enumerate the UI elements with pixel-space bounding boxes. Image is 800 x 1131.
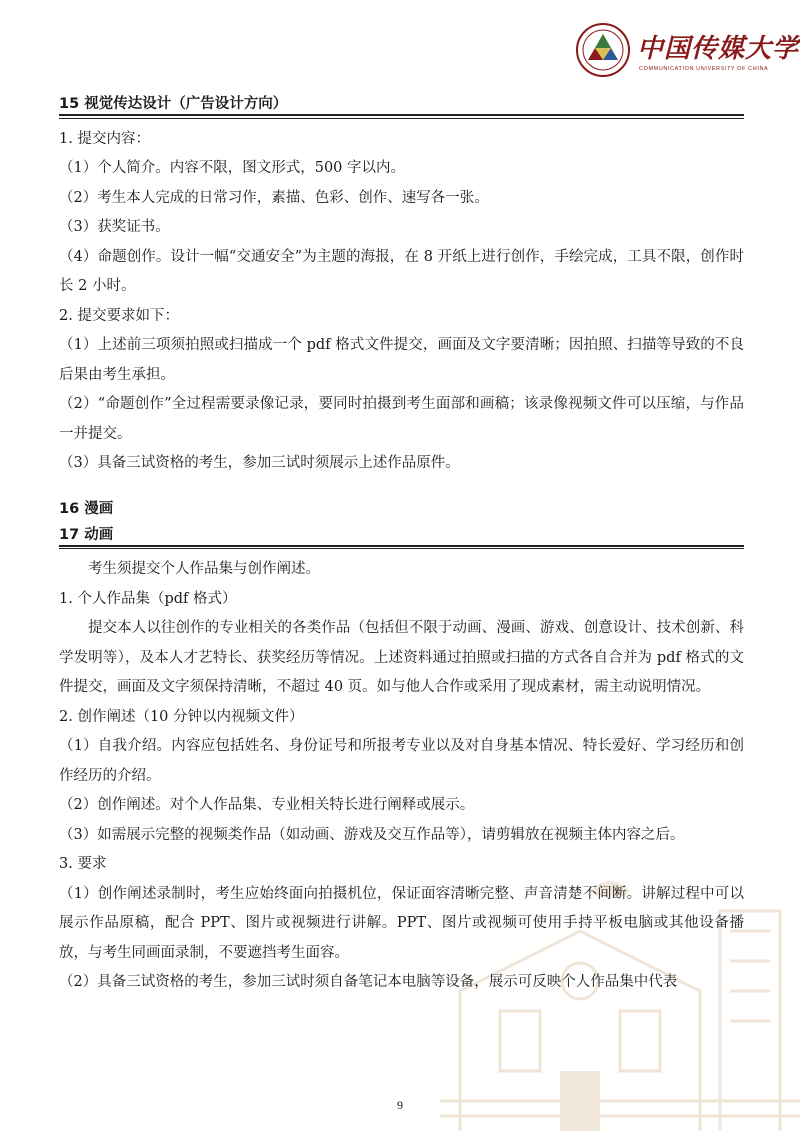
page-number: 9 [397,1098,403,1112]
logo-english-name: COMMUNICATION UNIVERSITY OF CHINA [639,66,769,72]
paragraph: （3）获奖证书。 [59,219,170,235]
paragraph: 提交本人以往创作的专业相关的各类作品（包括但不限于动画、漫画、游戏、创意设计、技术创新、科学发明等），及本人才艺特长、获奖经历等情况。上述资料通过拍照或扫描的方式各自合并为 pdf 格式的文件提交，画面及文字须保持清晰，不超过 40 页。如与他人合作或采用了现成素材，需主动说明情况。 [59,620,744,695]
paragraph: 考生须提交个人作品集与创作阐述。 [88,561,320,577]
paragraph: （2）创作阐述。对个人作品集、专业相关特长进行阐释或展示。 [59,797,475,813]
paragraph: （2）考生本人完成的日常习作，素描、色彩、创作、速写各一张。 [59,189,489,206]
section-gap [59,479,744,493]
logo-chinese-name: 中国传媒大学 [637,34,800,64]
paragraph: （1）上述前三项须拍照或扫描成一个 pdf 格式文件提交，画面及文字要清晰；因拍照、扫描等导致的不良后果由考生承担。 [59,337,744,383]
paragraph: （1）个人简介。内容不限，图文形式，500 字以内。 [59,160,406,176]
paragraph: 2. 创作阐述（10 分钟以内视频文件） [59,708,304,725]
title-rule [59,545,744,550]
paragraph: （2）“命题创作”全过程需要录像记录，要同时拍摄到考生面部和画稿；该录像视频文件可以压缩，与作品一并提交。 [59,396,744,442]
section-title-15: 15 视觉传达设计（广告设计方向） [59,96,288,112]
paragraph: （2）具备三试资格的考生，参加三试时须自备笔记本电脑等设备，展示可反映个人作品集中代表 [59,974,678,990]
paragraph: 1. 个人作品集（pdf 格式） [59,590,237,607]
paragraph: （1）创作阐述录制时，考生应始终面向拍摄机位，保证面容清晰完整、声音清楚不间断。讲解过程中可以展示作品原稿，配合 PPT、图片或视频进行讲解。PPT、图片或视频可使用手持平板电脑或其他设备播放，与考生同画面录制，不要遮挡考生面容。 [59,885,744,961]
section-title-17: 17 动画 [59,526,114,543]
paragraph: 3. 要求 [59,856,107,872]
main-content [59,88,744,998]
paragraph: （1）自我介绍。内容应包括姓名、身份证号和所报考专业以及对自身基本情况、特长爱好、学习经历和创作经历的介绍。 [59,738,744,784]
paragraph: （3）如需展示完整的视频类作品（如动画、游戏及交互作品等），请剪辑放在视频主体内容之后。 [59,826,685,843]
university-logo [575,22,800,82]
paragraph: （4）命题创作。设计一幅“交通安全”为主题的海报，在 8 开纸上进行创作，手绘完成，工具不限，创作时长 2 小时。 [59,248,744,294]
paragraph: 2. 提交要求如下： [59,307,179,324]
paragraph: 1. 提交内容： [59,130,150,147]
paragraph: （3）具备三试资格的考生，参加三试时须展示上述作品原件。 [59,455,460,471]
section-title-16: 16 漫画 [59,500,114,517]
university-seal-icon [575,22,631,78]
title-rule [59,114,744,119]
